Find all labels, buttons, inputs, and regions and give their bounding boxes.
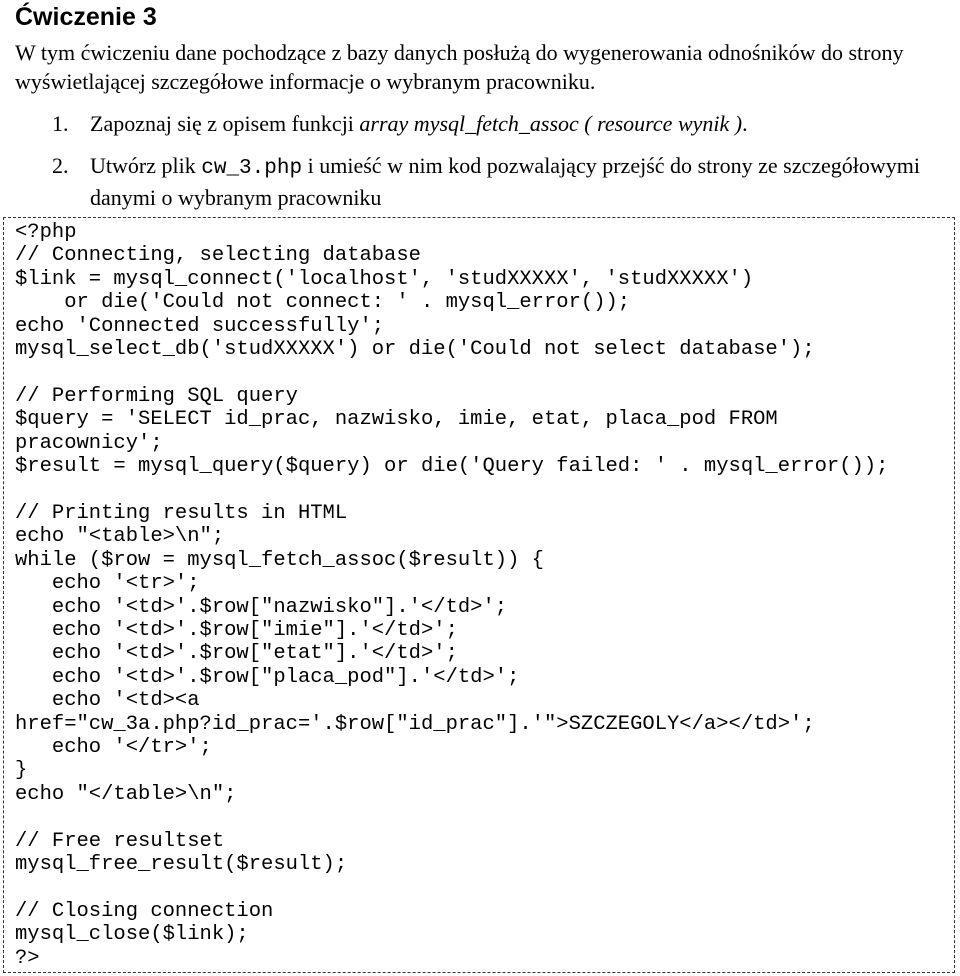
- step-2-number: 2.: [52, 153, 69, 178]
- step-1-number: 1.: [52, 111, 69, 136]
- step-2-text: [90, 151, 920, 212]
- step-2-text-before: Utwórz plik: [90, 153, 202, 178]
- step-2-text-after: i umieść w nim kod pozwalający przejść do strony ze szczegółowymi danymi o wybranym pracowniku: [90, 153, 920, 210]
- step-1-text: [90, 109, 920, 138]
- filename-base: cw_3: [201, 157, 252, 180]
- step-2: [52, 151, 952, 211]
- step-1-text-before: Zapoznaj się z opisem funkcji: [90, 111, 360, 136]
- filename-extension: .php: [251, 157, 303, 180]
- step-1-text-after: .: [742, 111, 748, 136]
- intro-paragraph: W tym ćwiczeniu dane pochodzące z bazy danych posłużą do wygenerowania odnośników do strony wyświetlającej szczegółowe informacje o wybranym pracowniku.: [15, 40, 904, 94]
- function-signature: array mysql_fetch_assoc ( resource wynik ): [359, 111, 743, 136]
- step-1: [52, 109, 952, 139]
- php-code-listing: <?php // Connecting, selecting database $link = mysql_connect('localhost', 'studXXXXX', 'studXXXXX') or die('Could not connect: ' . mysql_error()); echo 'Connected successfully'; mysql_select_db('studXXXXX') or die('Could not select database'); // Performing SQL query $query = 'SELECT id_prac, nazwisko, imie, etat, placa_pod FROM pracownicy'; $result = mysql_query($query) or die('Query failed: ' . mysql_error()); // Printing results in HTML echo "<table>\n"; while ($row = mysql_fetch_assoc($result)) { echo '<tr>'; echo '<td>'.$row["nazwisko"].'</td>'; echo '<td>'.$row["imie"].'</td>'; echo '<td>'.$row["etat"].'</td>'; echo '<td>'.$row["placa_pod"].'</td>'; echo '<td><a href="cw_3a.php?id_prac='.$row["id_prac"].'">SZCZEGOLY</a></td>'; echo '</tr>'; } echo "</table>\n"; // Free resultset mysql_free_result($result); // Closing connection mysql_close($link); ?>: [15, 221, 889, 970]
- exercise-title: Ćwiczenie 3: [15, 3, 157, 31]
